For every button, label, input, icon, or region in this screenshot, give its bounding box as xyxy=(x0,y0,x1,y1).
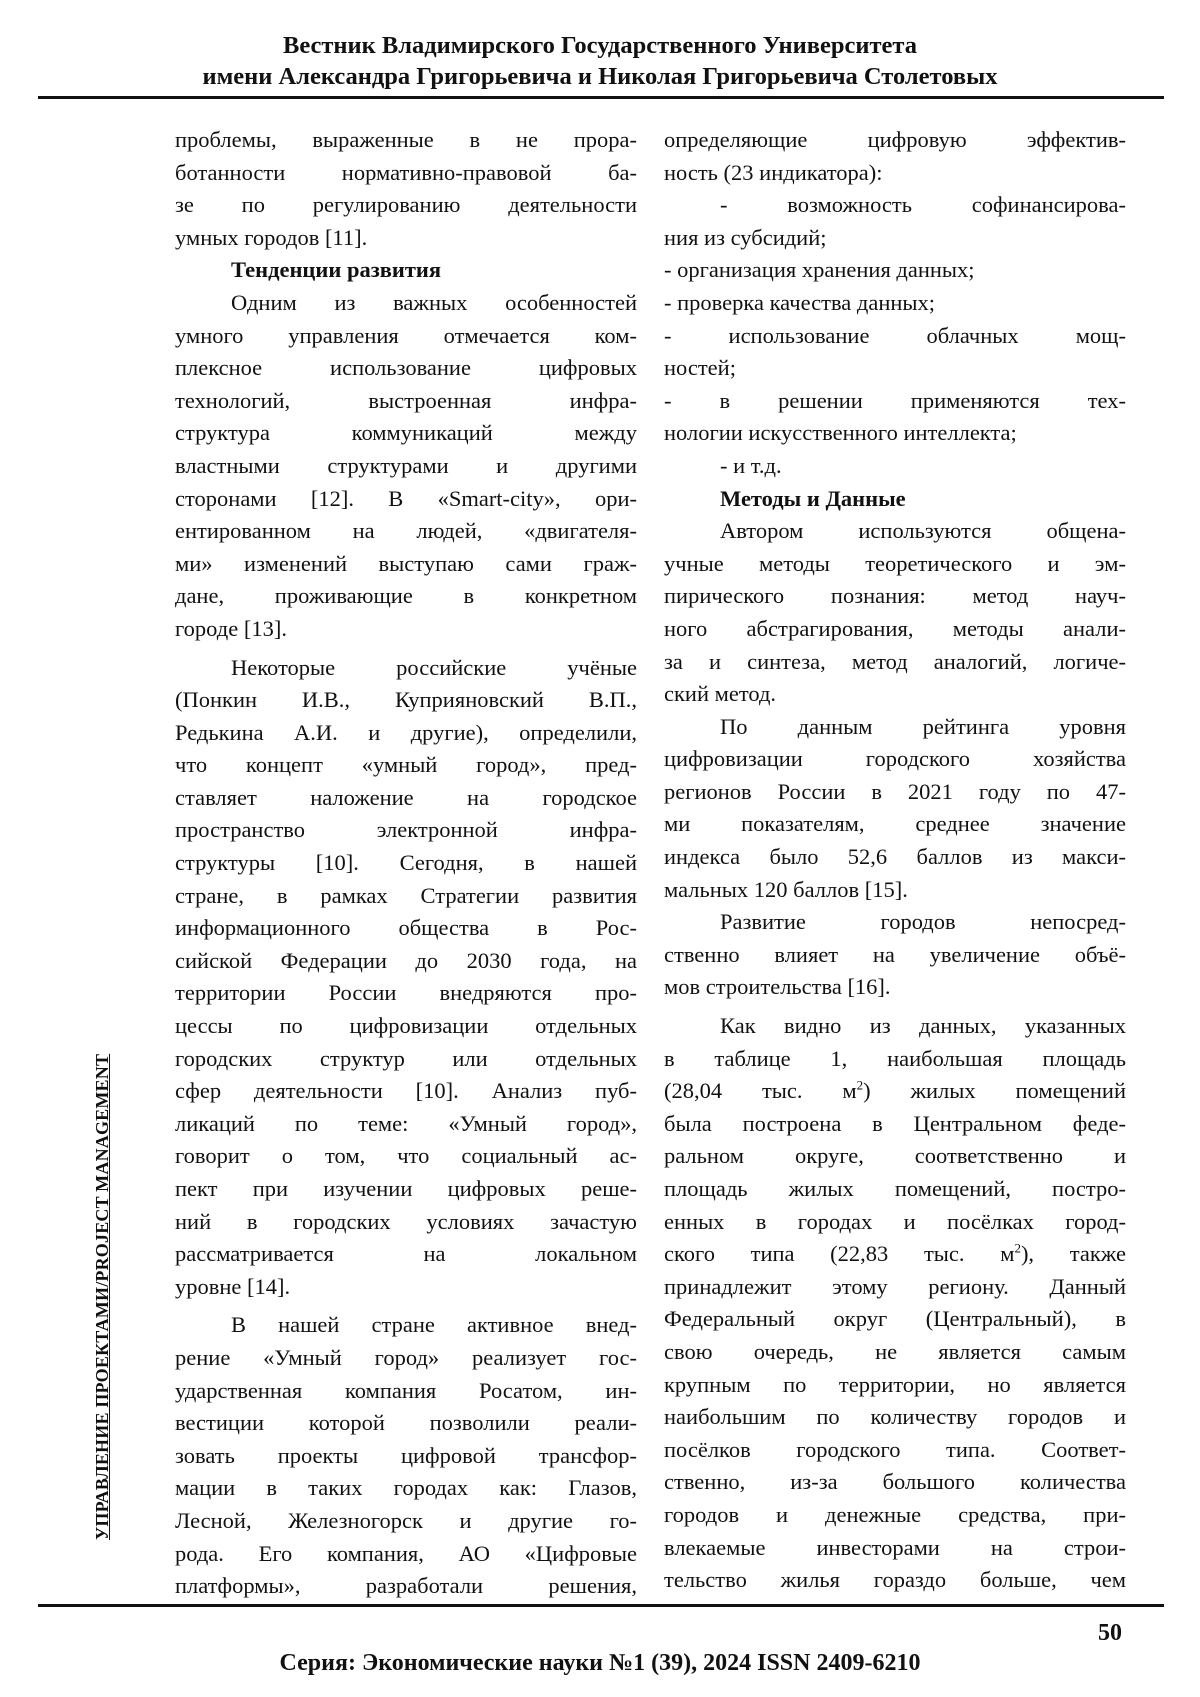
text-line: ний в городских условиях зачастую xyxy=(175,1208,637,1234)
text-line: определяющие цифровую эффектив- xyxy=(664,127,1126,152)
text-line: (Понкин И.В., Куприяновский В.П., xyxy=(175,687,637,713)
text-line: за и синтеза, метод аналогий, логиче- xyxy=(664,648,1126,674)
section-heading: Тенденции развития xyxy=(231,257,442,283)
text-line: структуры [10]. Сегодня, в нашей xyxy=(175,850,637,876)
list-item: нологии искусственного интеллекта; xyxy=(664,420,1017,446)
text-line: Федеральный округ (Центральный), в xyxy=(664,1306,1126,1332)
text-line: властными структурами и другими xyxy=(175,452,637,478)
text-line: енных в городах и посёлках город- xyxy=(664,1208,1126,1234)
text-line: В нашей стране активное внед- xyxy=(231,1312,637,1338)
text-line: цессы по цифровизации отдельных xyxy=(175,1013,637,1039)
paragraph xyxy=(664,711,1126,907)
text-line: Лесной, Железногорск и другие го- xyxy=(175,1507,637,1533)
left-column xyxy=(175,124,637,1603)
text-line: уровне [14]. xyxy=(175,1273,291,1299)
header-rule xyxy=(38,96,1164,99)
text-line: ственно влияет на увеличение объё- xyxy=(664,941,1126,967)
text-line: ральном округе, соответственно и xyxy=(664,1143,1126,1169)
journal-header xyxy=(40,30,1160,92)
text-line: мации в таких городах как: Глазов, xyxy=(175,1475,637,1501)
text-line: пект при изучении цифровых реше- xyxy=(175,1176,637,1201)
right-column xyxy=(664,124,1126,1597)
text-line: Развитие городов непосред- xyxy=(720,909,1126,935)
text-line: технологий, выстроенная инфра- xyxy=(175,387,637,413)
text-line: посёлков городского типа. Соответ- xyxy=(664,1436,1126,1462)
text-fragment: ) жилых помещений xyxy=(863,1078,1126,1104)
text-line: ботанности нормативно-правовой ба- xyxy=(175,159,637,185)
text-line: зовать проекты цифровой трансфор- xyxy=(175,1442,637,1468)
paragraph xyxy=(175,1309,637,1602)
text-line: ственно, из-за большого количества xyxy=(664,1469,1126,1495)
superscript: 2 xyxy=(856,1077,864,1093)
list-item: - возможность софинансирова- xyxy=(720,192,1126,218)
text-line: городе [13]. xyxy=(175,615,287,641)
text-line: рение «Умный город» реализует гос- xyxy=(175,1344,637,1370)
text-line: стране, в рамках Стратегии развития xyxy=(175,882,637,908)
paragraph xyxy=(175,287,637,646)
text-line: принадлежит этому региону. Данный xyxy=(664,1273,1126,1299)
text-line: умных городов [11]. xyxy=(175,224,368,250)
page-number: 50 xyxy=(1098,1620,1122,1646)
text-line: Автором используются общена- xyxy=(720,518,1126,544)
text-line: ми показателям, среднее значение xyxy=(664,811,1126,837)
list-item: - организация хранения данных; xyxy=(664,257,975,283)
text-line: что концепт «умный город», пред- xyxy=(175,752,637,778)
text-fragment: ского типа (22,83 тыс. м xyxy=(664,1241,1015,1267)
list-item: - использование облачных мощ- xyxy=(664,322,1126,348)
text-line: крупным по территории, но является xyxy=(664,1371,1126,1397)
paragraph xyxy=(175,124,637,254)
text-fragment: (28,04 тыс. м xyxy=(664,1078,857,1104)
text-line: влекаемые инвесторами на строи- xyxy=(664,1534,1126,1560)
text-line: проблемы, выраженные в не прора- xyxy=(175,127,637,152)
text-line: рода. Его компания, АО «Цифровые xyxy=(175,1540,637,1566)
text-line: мальных 120 баллов [15]. xyxy=(664,876,908,902)
list-item: - проверка качества данных; xyxy=(664,289,936,315)
text-line: говорит о том, что социальный ас- xyxy=(175,1143,637,1169)
text-line: сторонами [12]. В «Smart-city», ори- xyxy=(175,485,637,511)
text-line: ударственная компания Росатом, ин- xyxy=(175,1377,637,1403)
text-line: информационного общества в Рос- xyxy=(175,915,637,941)
text-line: Одним из важных особенностей xyxy=(231,289,637,315)
series-footer: Серия: Экономические науки №1 (39), 2024 ISSN 2409-6210 xyxy=(279,1650,921,1676)
text-line: ставляет наложение на городское xyxy=(175,784,637,810)
text-line: ский метод. xyxy=(664,681,777,707)
text-line: в таблице 1, наибольшая площадь xyxy=(664,1045,1126,1071)
bullet-list xyxy=(664,189,1126,482)
text-line: рассматривается на локальном xyxy=(175,1241,637,1267)
text-line: пирического познания: метод науч- xyxy=(664,583,1126,609)
section-side-label: УПРАВЛЕНИЕ ПРОЕКТАМИ/PROJECT MANAGEMENT xyxy=(92,1053,112,1540)
list-item: - и т.д. xyxy=(720,452,782,478)
text-line: структура коммуникаций между xyxy=(175,420,637,446)
paragraph xyxy=(664,1010,1126,1597)
list-item: ностей; xyxy=(664,355,736,381)
text-line: Как видно из данных, указанных xyxy=(720,1013,1126,1039)
text-line xyxy=(664,1238,1126,1271)
text-line: Некоторые российские учёные xyxy=(231,654,637,680)
text-line: зе по регулированию деятельности xyxy=(175,192,637,218)
text-line: платформы», разработали решения, xyxy=(175,1573,637,1599)
text-line: площадь жилых помещений, постро- xyxy=(664,1176,1126,1201)
text-line: цифровизации городского хозяйства xyxy=(664,746,1126,772)
text-line: Редькина А.И. и другие), определили, xyxy=(175,719,637,745)
text-line: сфер деятельности [10]. Анализ пуб- xyxy=(175,1078,637,1104)
paragraph xyxy=(175,652,637,1304)
text-line: пространство электронной инфра- xyxy=(175,817,637,843)
text-line: вестиции которой позволили реали- xyxy=(175,1410,637,1436)
text-line: ликаций по теме: «Умный город», xyxy=(175,1110,637,1136)
text-line: свою очередь, не является самым xyxy=(664,1338,1126,1364)
text-line: ность (23 индикатора): xyxy=(664,159,883,185)
text-line: наибольшим по количеству городов и xyxy=(664,1404,1126,1430)
text-line: индекса было 52,6 баллов из макси- xyxy=(664,844,1126,870)
text-line: ентированном на людей, «двигателя- xyxy=(175,518,637,544)
text-line: городских структур или отдельных xyxy=(175,1045,637,1071)
paragraph xyxy=(664,515,1126,711)
paragraph xyxy=(664,124,1126,189)
text-line xyxy=(664,1075,1126,1108)
text-line: ного абстрагирования, методы анали- xyxy=(664,615,1126,641)
text-line: дане, проживающие в конкретном xyxy=(175,583,637,609)
paragraph xyxy=(664,906,1126,1004)
text-line: территории России внедряются про- xyxy=(175,980,637,1006)
text-line: городов и денежные средства, при- xyxy=(664,1501,1126,1527)
footer-rule xyxy=(38,1604,1164,1607)
text-line: ми» изменений выступаю сами граж- xyxy=(175,550,637,576)
superscript: 2 xyxy=(1014,1240,1021,1256)
text-line: мов строительства [16]. xyxy=(664,974,891,1000)
text-line: была построена в Центральном феде- xyxy=(664,1110,1126,1136)
section-heading: Методы и Данные xyxy=(720,485,906,511)
list-item: ния из субсидий; xyxy=(664,224,827,250)
text-line: регионов России в 2021 году по 47- xyxy=(664,778,1126,804)
text-line: тельство жилья гораздо больше, чем xyxy=(664,1567,1126,1593)
list-item: - в решении применяются тех- xyxy=(664,387,1126,413)
text-line: умного управления отмечается ком- xyxy=(175,322,637,348)
text-line: учные методы теоретического и эм- xyxy=(664,550,1126,576)
journal-title-line2: имени Александра Григорьевича и Николая Григорьевича Столетовых xyxy=(202,63,998,90)
text-line: плексное использование цифровых xyxy=(175,355,637,381)
text-line: сийской Федерации до 2030 года, на xyxy=(175,947,637,973)
text-line: По данным рейтинга уровня xyxy=(720,713,1126,739)
text-fragment: ), также xyxy=(1020,1241,1126,1267)
journal-title-line1: Вестник Владимирского Государственного Университета xyxy=(283,32,917,59)
